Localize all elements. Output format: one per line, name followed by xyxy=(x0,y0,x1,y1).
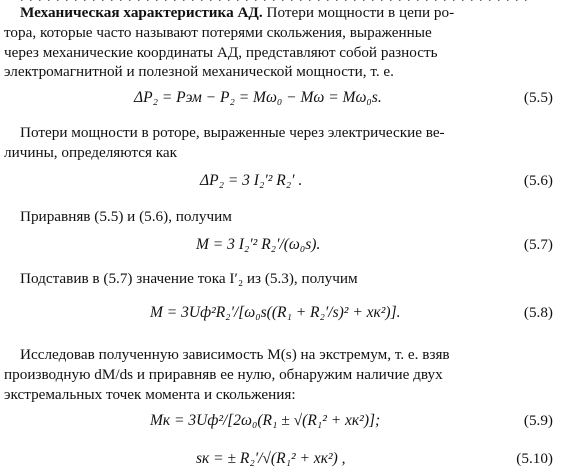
paragraph1-line2: тора, которые часто называют потерями скольжения, выраженные xyxy=(4,24,432,41)
equation-5-5: ΔP₂ = Pэм − P₂ = Mω₀ − Mω = Mω₀s. xyxy=(134,89,382,106)
paragraph5-line1: Исследовав полученную зависимость M(s) на экстремум, т. е. взяв xyxy=(20,346,450,363)
equation-5-10: sк = ± R₂′/√(R₁² + xк²) , xyxy=(196,450,346,467)
paragraph2-line2: личины, определяются как xyxy=(4,144,178,161)
equation-5-7-number: (5.7) xyxy=(523,236,553,253)
equation-5-10-number: (5.10) xyxy=(516,450,553,467)
paragraph1-line3: через механические координаты АД, представляют собой разность xyxy=(4,44,438,61)
paragraph1-line1 xyxy=(20,4,454,22)
paragraph5-line2: производную dM/ds и приравняв ее нулю, обнаружим наличие двух xyxy=(4,366,443,383)
equation-5-7: M = 3 I₂′² R₂′/(ω₀s). xyxy=(196,236,321,253)
paragraph2-line1: Потери мощности в роторе, выраженные через электрические ве- xyxy=(20,124,445,141)
equation-5-6-number: (5.6) xyxy=(523,172,553,189)
text-substitute: Подставив в (5.7) значение тока I′₂ из (5.3), получим xyxy=(20,270,358,287)
paragraph5-line3: экстремальных точек момента и скольжения: xyxy=(4,386,296,403)
paragraph1-line1-text: Потери мощности в цепи ро- xyxy=(262,4,455,21)
equation-5-6: ΔP₂ = 3 I₂′² R₂′ . xyxy=(200,172,303,189)
equation-5-9-number: (5.9) xyxy=(523,412,553,429)
equation-5-8-number: (5.8) xyxy=(523,304,553,321)
equation-5-9: Mк = 3Uф²/[2ω₀(R₁ ± √(R₁² + xк²)]; xyxy=(150,412,381,429)
equation-5-5-number: (5.5) xyxy=(523,89,553,106)
section-heading: Механическая характеристика АД. xyxy=(20,4,263,21)
paragraph1-line4: электромагнитной и полезной механической мощности, т. е. xyxy=(4,63,394,80)
text-equate: Приравняв (5.5) и (5.6), получим xyxy=(20,208,232,225)
equation-5-8: M = 3Uф²R₂′/[ω₀s((R₁ + R₂′/s)² + xк²)]. xyxy=(150,304,401,321)
cut-off-top-line xyxy=(0,0,565,2)
